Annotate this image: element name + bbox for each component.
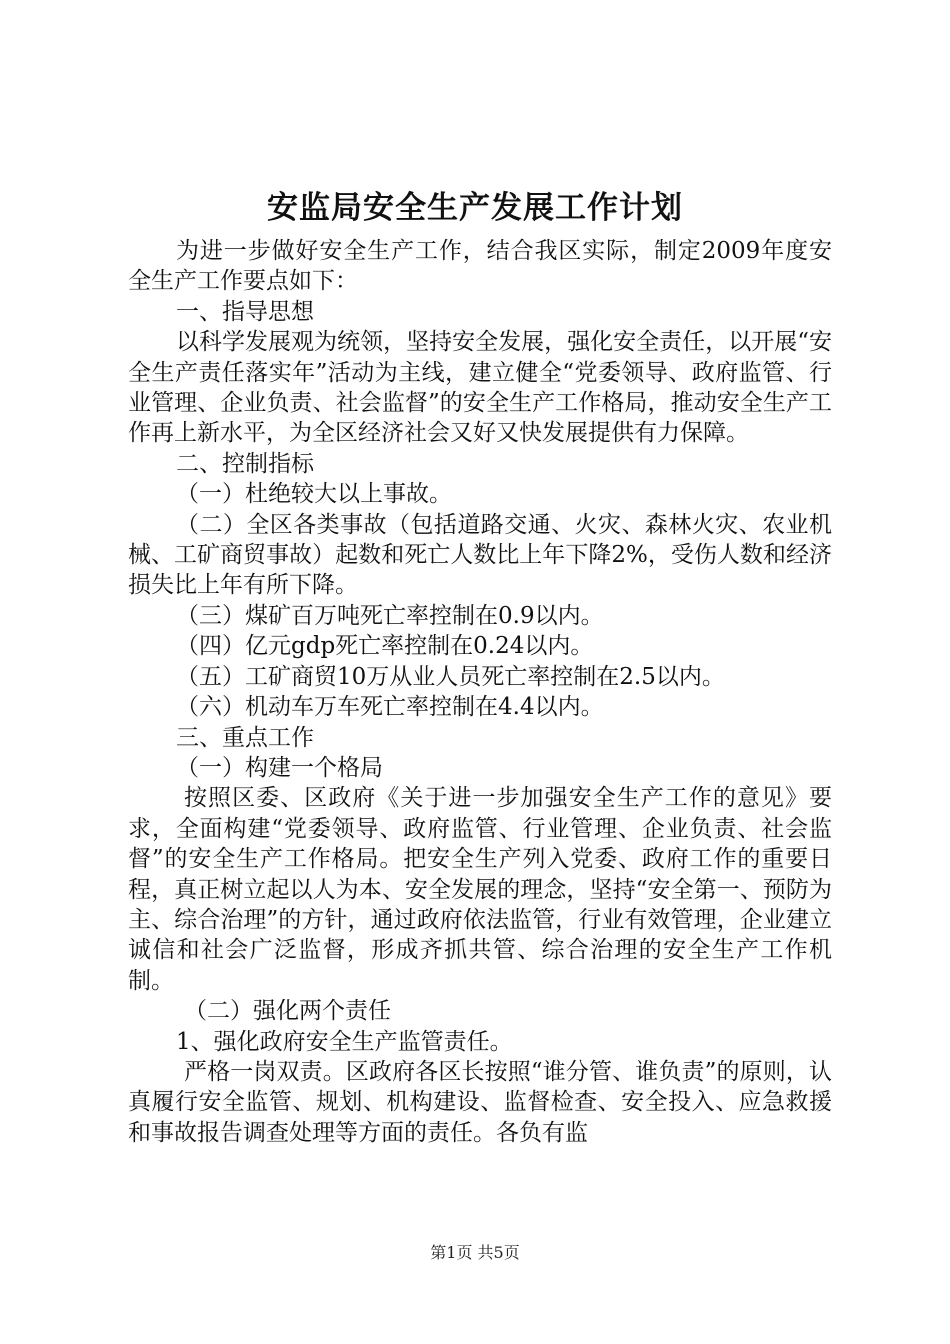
subheading-build-pattern: （一）构建一个格局 [176,754,383,781]
target-item-2: （二）全区各类事故（包括道路交通、火灾、森林火灾、农业机械、工矿商贸事故）起数和死亡人数比上年下降2%，受伤人数和经济损失比上年有所下降。 [128,511,832,599]
target-item-5: （五）工矿商贸10万从业人员死亡率控制在2.5以内。 [176,663,725,690]
heading-control-targets: 二、控制指标 [176,450,314,477]
paragraph-one-post-two-duties: 严格一岗双责。区政府各区长按照“谁分管、谁负责”的原则，认真履行安全监管、规划、机构建设、监督检查、安全投入、应急救援和事故报告调查处理等方面的责任。各负有监 [128,1058,832,1146]
item-government-responsibility: 1、强化政府安全生产监管责任。 [176,1028,513,1055]
paragraph-intro: 为进一步做好安全生产工作，结合我区实际，制定2009年度安全生产工作要点如下： [128,238,832,295]
target-item-1: （一）杜绝较大以上事故。 [176,481,452,508]
paragraph-build-pattern: 按照区委、区政府《关于进一步加强安全生产工作的意见》要求，全面构建“党委领导、政府监管、行业管理、企业负责、社会监督”的安全生产工作格局。把安全生产列入党委、政府工作的重要日程，真正树立起以人为本、安全发展的理念，坚持“安全第一、预防为主、综合治理”的方针，通过政府依法监管，行业有效管理，企业建立诚信和社会广泛监督，形成齐抓共管、综合治理的安全生产工作机制。 [128,785,832,994]
paragraph-guiding-thought: 以科学发展观为统领，坚持安全发展，强化安全责任，以开展“安全生产责任落实年”活动为主线，建立健全“党委领导、政府监管、行业管理、企业负责、社会监督”的安全生产工作格局，推动安全生产工作再上新水平，为全区经济社会又好又快发展提供有力保障。 [128,329,832,447]
target-item-4: （四）亿元gdp死亡率控制在0.24以内。 [176,633,594,660]
heading-key-work: 三、重点工作 [176,724,314,751]
document-title: 安监局安全生产发展工作计划 [267,190,683,226]
document-body [128,236,832,1148]
target-item-3: （三）煤矿百万吨死亡率控制在0.9以内。 [176,602,604,629]
page-footer: 第1页 共5页 [430,1243,520,1262]
subheading-two-responsibilities: （二）强化两个责任 [184,998,391,1025]
target-item-6: （六）机动车万车死亡率控制在4.4以内。 [176,694,604,721]
heading-guiding-thought: 一、指导思想 [176,298,314,325]
